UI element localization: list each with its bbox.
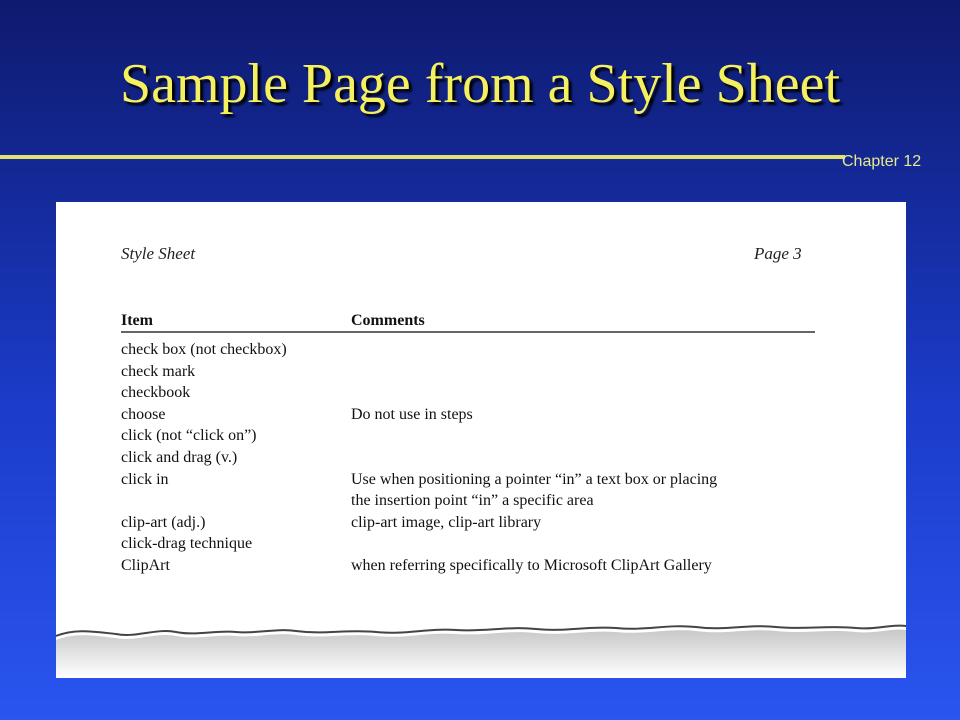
table-row-comment: when referring specifically to Microsoft ClipArt Gallery xyxy=(351,557,712,574)
table-row-comment: Do not use in steps xyxy=(351,405,473,423)
table-row-item: click and drag (v.) xyxy=(121,449,238,466)
table-row-item: check box (not checkbox) xyxy=(121,341,287,358)
table-row-item: checkbook xyxy=(121,384,191,402)
column-header-item: Item xyxy=(121,312,153,329)
table-row-comment: clip-art image, clip-art library xyxy=(351,513,542,531)
title-underline xyxy=(0,155,845,159)
table-row-comment: Use when positioning a pointer “in” a text box or placing xyxy=(351,470,718,488)
table-row-item: click in xyxy=(121,470,169,488)
table-row-item: check mark xyxy=(121,362,196,380)
table-row-item: clip-art (adj.) xyxy=(121,513,206,531)
slide-title: Sample Page from a Style Sheet xyxy=(119,53,841,115)
torn-paper-edge xyxy=(56,602,906,678)
chapter-label: Chapter 12 xyxy=(842,153,922,170)
style-sheet-page-image xyxy=(56,202,906,678)
page-header-title: Style Sheet xyxy=(121,244,196,263)
table-row-item: ClipArt xyxy=(121,557,170,574)
table-row-item: click (not “click on”) xyxy=(121,427,257,445)
table-row-item: click-drag technique xyxy=(121,535,253,553)
column-header-comments: Comments xyxy=(351,312,425,329)
table-row-comment: the insertion point “in” a specific area xyxy=(351,492,594,510)
table-row-item: choose xyxy=(121,405,166,423)
page-number: Page 3 xyxy=(754,244,802,263)
table-header-rule xyxy=(121,331,815,333)
